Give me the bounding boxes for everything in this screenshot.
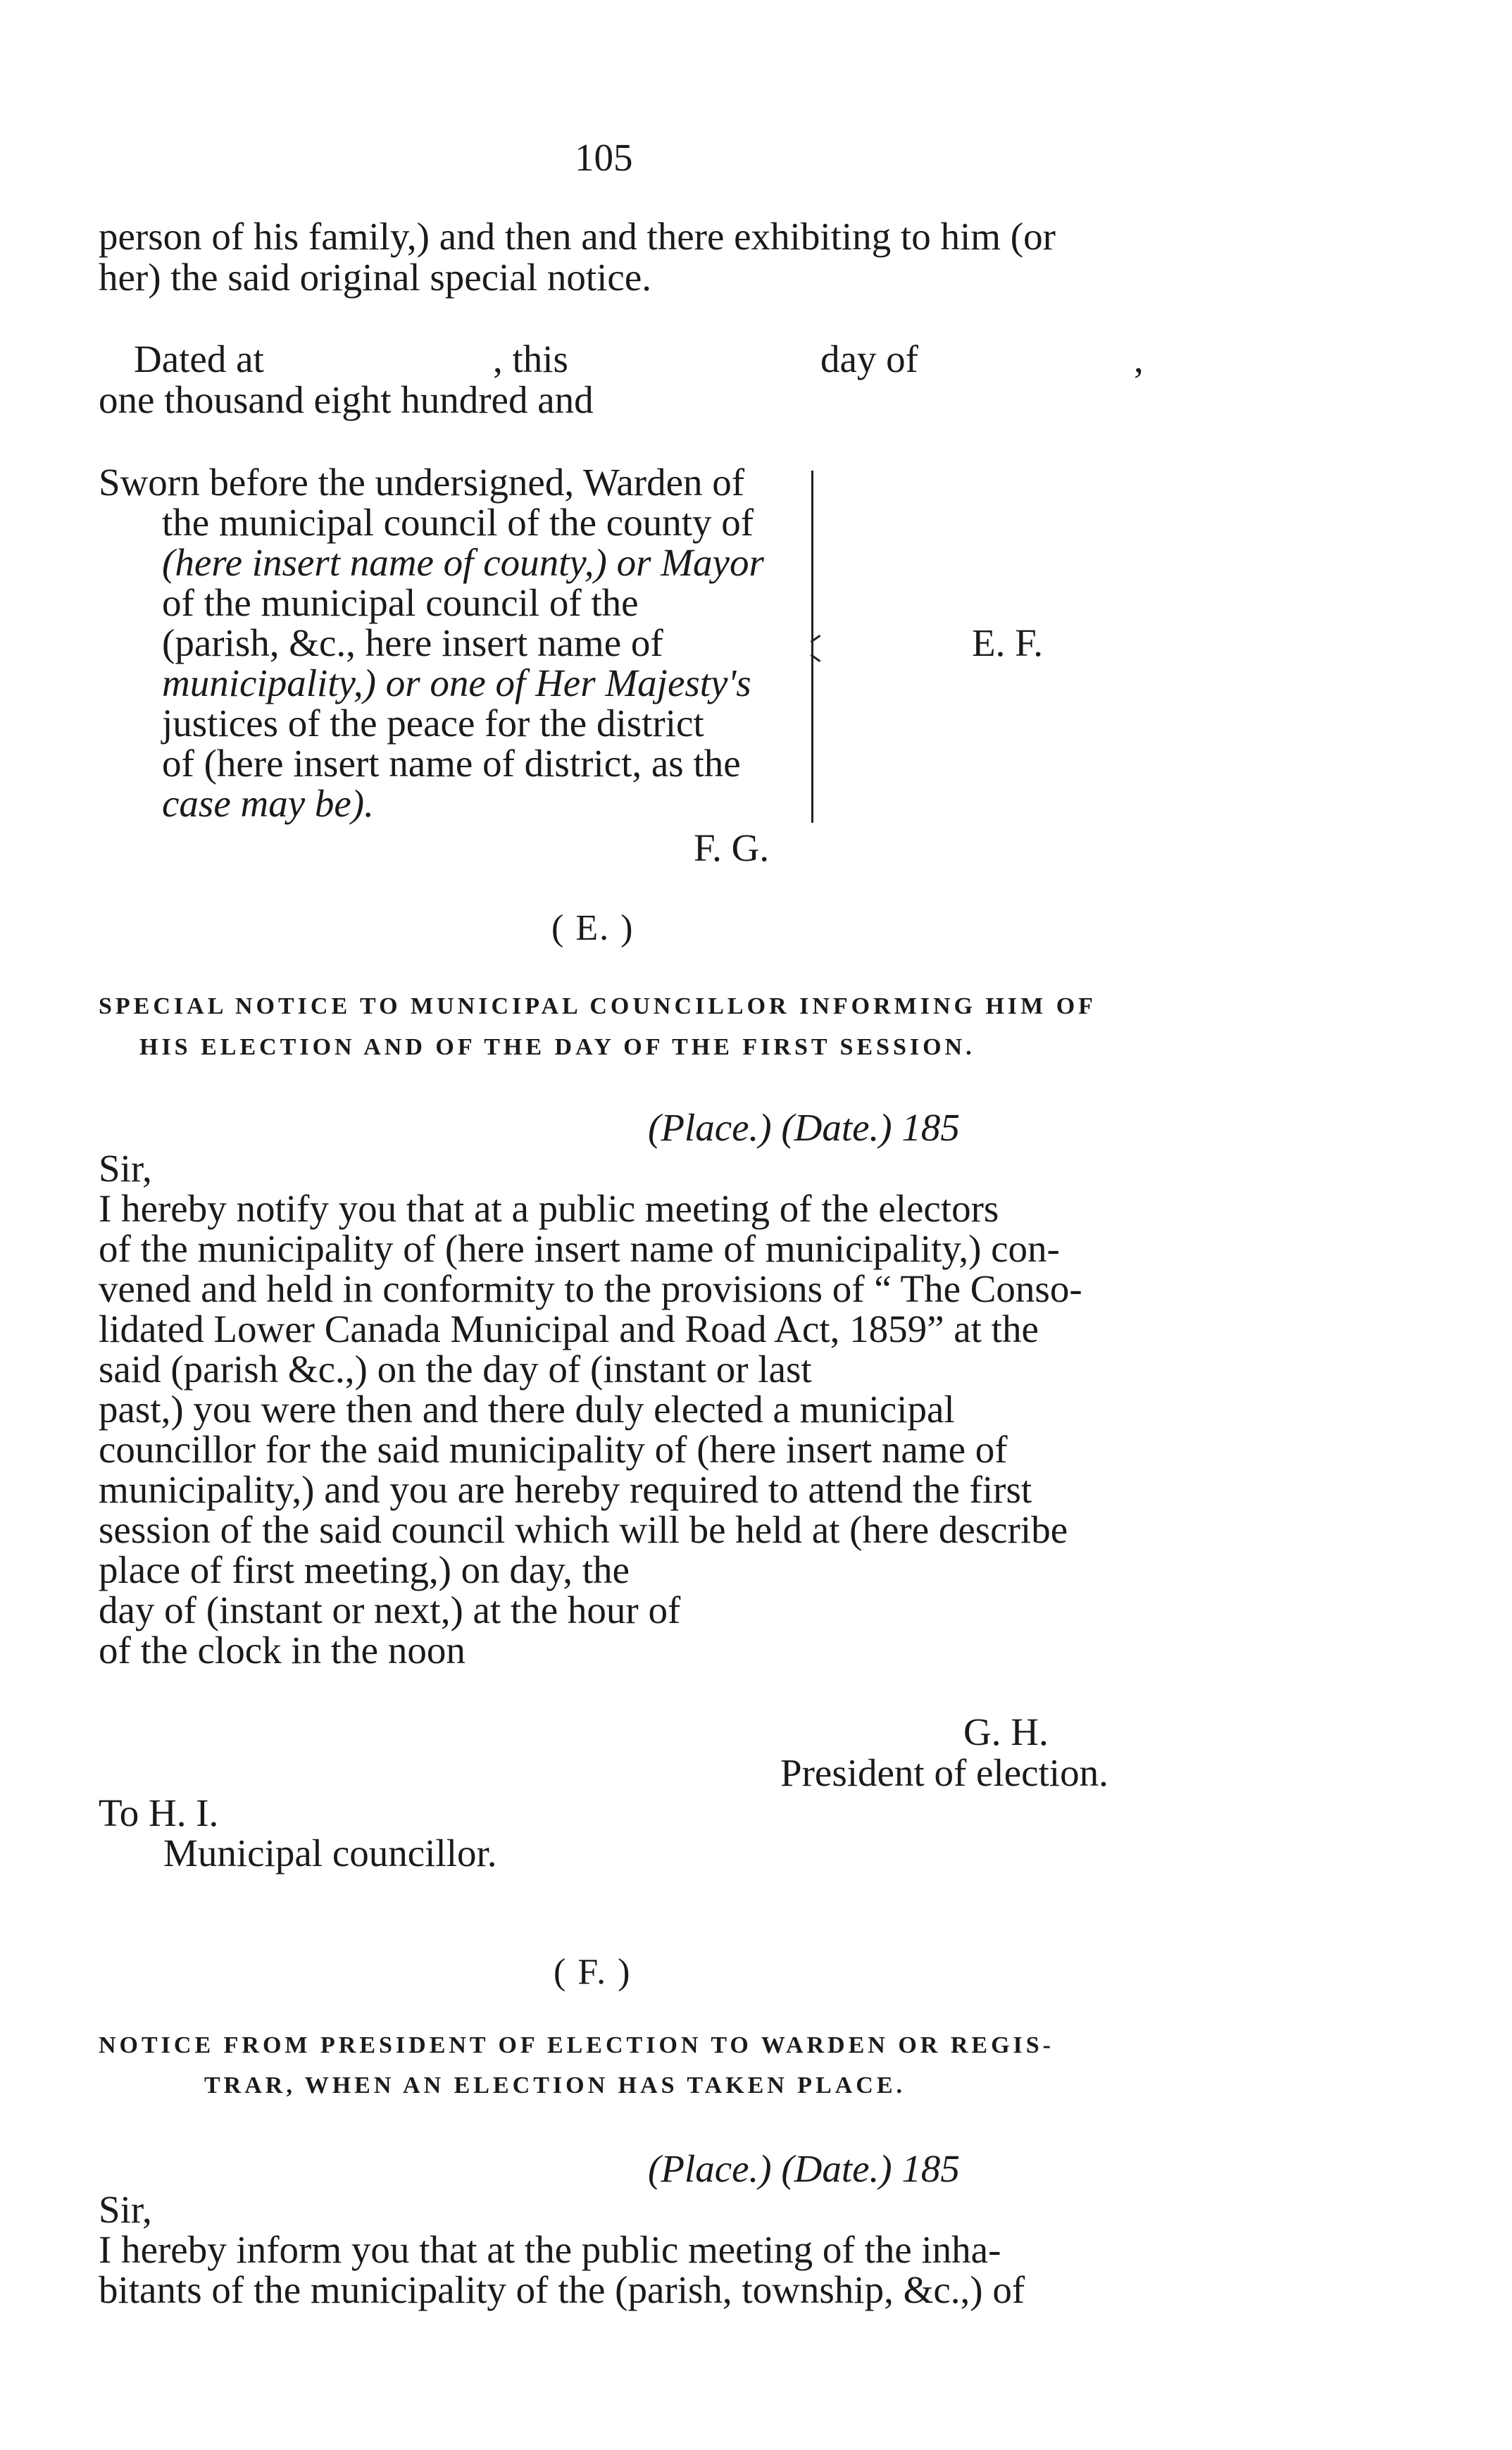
sworn-line: case may be). [162,782,374,825]
body-line: vened and held in conformity to the provisions of “ The Conso- [99,1267,1082,1310]
section-f-heading-line-2: TRAR, WHEN AN ELECTION HAS TAKEN PLACE. [204,2072,906,2098]
body-line: I hereby inform you that at the public meeting of the inha- [99,2228,1001,2271]
sworn-line: the municipal council of the county of [162,501,754,544]
body-line: session of the said council which will be held at (here describe [99,1508,1068,1551]
signature-fg: F. G. [694,826,770,869]
sworn-line: of (here insert name of district, as the [162,742,741,785]
page-number: 105 [575,136,633,179]
dated-line-2: one thousand eight hundred and [99,378,594,421]
sworn-line: of the municipal council of the [162,581,639,624]
body-line: place of first meeting,) on day, the [99,1548,630,1591]
dated-comma: , [1134,337,1144,380]
section-e-salutation: Sir, [99,1147,152,1190]
body-line: of the municipality of (here insert name of municipality,) con- [99,1227,1060,1270]
sworn-line: (here insert name of county,) or Mayor [162,541,764,584]
sworn-line: justices of the peace for the district [162,702,704,745]
dated-at-label: Dated at [134,337,264,380]
body-line: bitants of the municipality of the (parish, township, &c.,) of [99,2268,1025,2311]
body-line: councillor for the said municipality of (here insert name of [99,1428,1008,1471]
section-e-heading-line-1: SPECIAL NOTICE TO MUNICIPAL COUNCILLOR INFORMING HIM OF [99,993,1096,1019]
continuation-line-2: her) the said original special notice. [99,256,651,299]
dated-this-label: , this [493,337,568,380]
section-e-label: ( E. ) [551,908,635,948]
body-line: I hereby notify you that at a public meeting of the electors [99,1187,999,1230]
section-f-salutation: Sir, [99,2188,152,2231]
sworn-line: municipality,) or one of Her Majesty's [162,661,751,704]
section-f-place-date: (Place.) (Date.) 185 [648,2147,960,2190]
section-f-label: ( F. ) [554,1952,632,1992]
body-line: said (parish &c.,) on the day of (instant or last [99,1348,812,1391]
section-e-place-date: (Place.) (Date.) 185 [648,1106,960,1149]
body-line: past,) you were then and there duly elected a municipal [99,1388,955,1431]
section-e-to-line: To H. I. [99,1791,219,1834]
continuation-line-1: person of his family,) and then and there exhibiting to him (or [99,215,1056,258]
curly-brace [804,471,813,823]
dated-day-of-label: day of [820,337,918,380]
section-e-signature: G. H. [963,1710,1049,1753]
body-line: day of (instant or next,) at the hour of [99,1588,681,1631]
section-e-to-title: Municipal councillor. [163,1832,497,1874]
sworn-line: Sworn before the undersigned, Warden of [99,461,745,504]
body-line: lidated Lower Canada Municipal and Road Act, 1859” at the [99,1307,1039,1350]
section-e-heading-line-2: HIS ELECTION AND OF THE DAY OF THE FIRST SESSION. [139,1034,975,1060]
sworn-line: (parish, &c., here insert name of [162,621,663,664]
body-line: of the clock in the noon [99,1629,466,1672]
body-line: municipality,) and you are hereby required to attend the first [99,1468,1032,1511]
section-f-heading-line-1: NOTICE FROM PRESIDENT OF ELECTION TO WARDEN OR REGIS- [99,2032,1054,2058]
section-e-signature-title: President of election. [780,1751,1108,1794]
signature-ef: E. F. [972,621,1044,664]
